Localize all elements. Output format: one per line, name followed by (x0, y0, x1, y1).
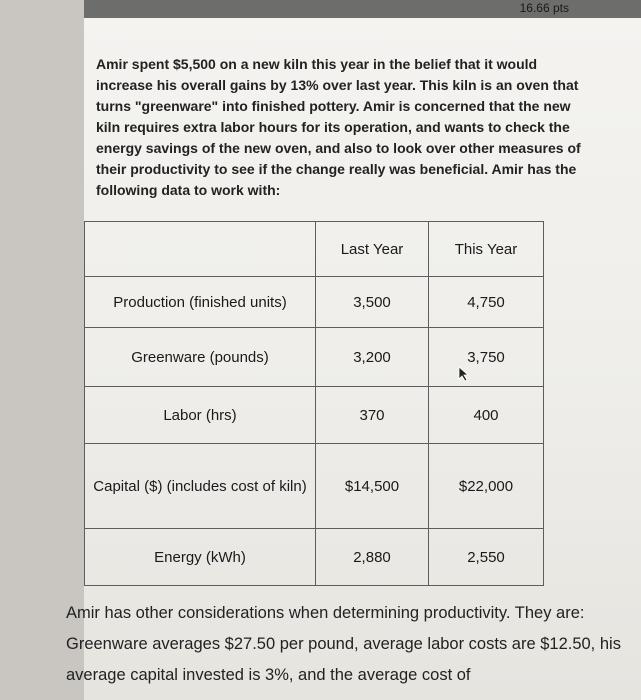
table-row (85, 529, 544, 586)
question-text: Amir spent $5,500 on a new kiln this year in the belief that it would increase his overall gains by 13% over last year. This kiln is an oven that turns "greenware" into finished pottery. Amir is concerned that the new kiln requires extra labor hours for its operation, and wants to check the energy savings of the new oven, and also to look over other measures of their productivity to see if the change really was beneficial. Amir has the following data to work with: (96, 56, 581, 198)
followup-text: Amir has other considerations when determining productivity. They are: Greenware averages $27.50 per pound, average labor costs are $12.50, his average capital invested is 3%, and the average cost of (66, 604, 621, 684)
row-last-value: $14,500 (316, 444, 429, 529)
row-label: Capital ($) (includes cost of kiln) (85, 444, 316, 529)
header-last-year: Last Year (316, 222, 429, 277)
points-label: 16.66 pts (519, 1, 569, 15)
row-last-value: 2,880 (316, 529, 429, 586)
row-this-value: 3,750 (429, 328, 544, 387)
row-label: Energy (kWh) (85, 529, 316, 586)
table-row (85, 328, 544, 387)
row-last-value: 3,200 (316, 328, 429, 387)
top-bar (84, 0, 641, 18)
row-this-value: 4,750 (429, 277, 544, 328)
row-last-value: 3,500 (316, 277, 429, 328)
mouse-pointer-icon (458, 366, 472, 382)
table-row (85, 277, 544, 328)
row-this-value: $22,000 (429, 444, 544, 529)
header-this-year: This Year (429, 222, 544, 277)
header-blank-cell (85, 222, 316, 277)
table-row (85, 387, 544, 444)
table-header-row (85, 222, 544, 277)
row-label: Labor (hrs) (85, 387, 316, 444)
row-this-value: 400 (429, 387, 544, 444)
row-label: Production (finished units) (85, 277, 316, 328)
table-row (85, 444, 544, 529)
row-last-value: 370 (316, 387, 429, 444)
row-label: Greenware (pounds) (85, 328, 316, 387)
row-this-value: 2,550 (429, 529, 544, 586)
data-table (84, 221, 544, 586)
